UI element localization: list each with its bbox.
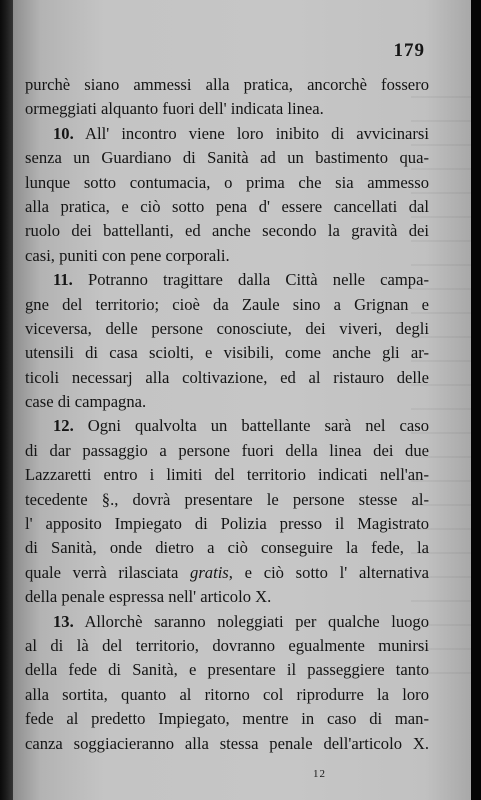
text-line: alla sortita, quanto al ritorno col riprodurre la loro	[25, 684, 429, 704]
paragraph-start-12: 12. Ogni qualvolta un battellante sarà nel caso	[53, 416, 430, 436]
paragraph-number: 10.	[53, 123, 74, 143]
text-line: della fede di Sanità, e presentare il passeggiere tanto	[25, 660, 429, 680]
text-line: viceversa, delle persone conosciute, dei viveri, degli	[25, 318, 429, 338]
printer-signature-mark: 12	[313, 768, 326, 780]
text-line: ticoli necessarj alla coltivazione, ed al ristauro delle	[25, 367, 429, 387]
book-gutter	[0, 0, 14, 800]
text-line: l' apposito Impiegato di Polizia presso il Magistrato	[25, 514, 429, 534]
text-line: quale verrà rilasciata gratis, e ciò sotto l' alternativa	[25, 562, 429, 582]
text-line: Lazzaretti entro i limiti del territorio indicati nell'an-	[25, 465, 429, 485]
text-line: tecedente §., dovrà presentare le persone stesse al-	[25, 489, 429, 509]
text-line: al di là del territorio, dovranno egualmente munirsi	[25, 635, 429, 655]
paragraph-number: 12.	[53, 416, 74, 436]
text-line: lunque sotto contumacia, o prima che sia ammesso	[25, 172, 429, 192]
text-line: senza un Guardiano di Sanità ad un bastimento qua-	[25, 148, 429, 168]
text-line: case di campagna.	[25, 392, 147, 412]
text-line: purchè siano ammessi alla pratica, ancorchè fossero	[25, 75, 429, 94]
text-line: canza soggiacieranno alla stessa penale dell'articolo X.	[25, 733, 429, 753]
text-line: della penale espressa nell' articolo X.	[25, 587, 272, 607]
page-number: 179	[393, 40, 425, 61]
paragraph-start-10: 10. All' incontro viene loro inibito di avvicinarsi	[53, 123, 430, 143]
text-line: alla pratica, e ciò sotto pena d' essere cancellati dal	[25, 196, 429, 216]
book-page	[13, 0, 471, 800]
body-text	[25, 73, 429, 756]
text-line: utensili di casa sciolti, e visibili, come anche gli ar-	[25, 343, 429, 363]
text-line: fede al predetto Impiegato, mentre in caso di man-	[25, 709, 429, 729]
italic-word: gratis	[190, 562, 229, 582]
text-line: di dar passaggio a persone fuori della linea dei due	[25, 440, 429, 460]
paragraph-number: 13.	[53, 611, 74, 631]
paragraph-number: 11.	[53, 270, 73, 290]
paragraph-start-13: 13. Allorchè saranno noleggiati per qualche luogo	[53, 611, 430, 631]
paragraph-start-11: 11. Potranno tragittare dalla Città nelle campa-	[53, 270, 429, 290]
text-line: casi, puniti con pene corporali.	[25, 245, 230, 265]
text-line: gne del territorio; cioè da Zaule sino a Grignan e	[25, 294, 429, 314]
text-line: di Sanità, onde dietro a ciò conseguire la fede, la	[25, 538, 429, 558]
text-line: ruolo dei battellanti, ed anche secondo la gravità dei	[25, 221, 429, 241]
text-line: ormeggiati alquanto fuori dell' indicata linea.	[25, 99, 324, 119]
